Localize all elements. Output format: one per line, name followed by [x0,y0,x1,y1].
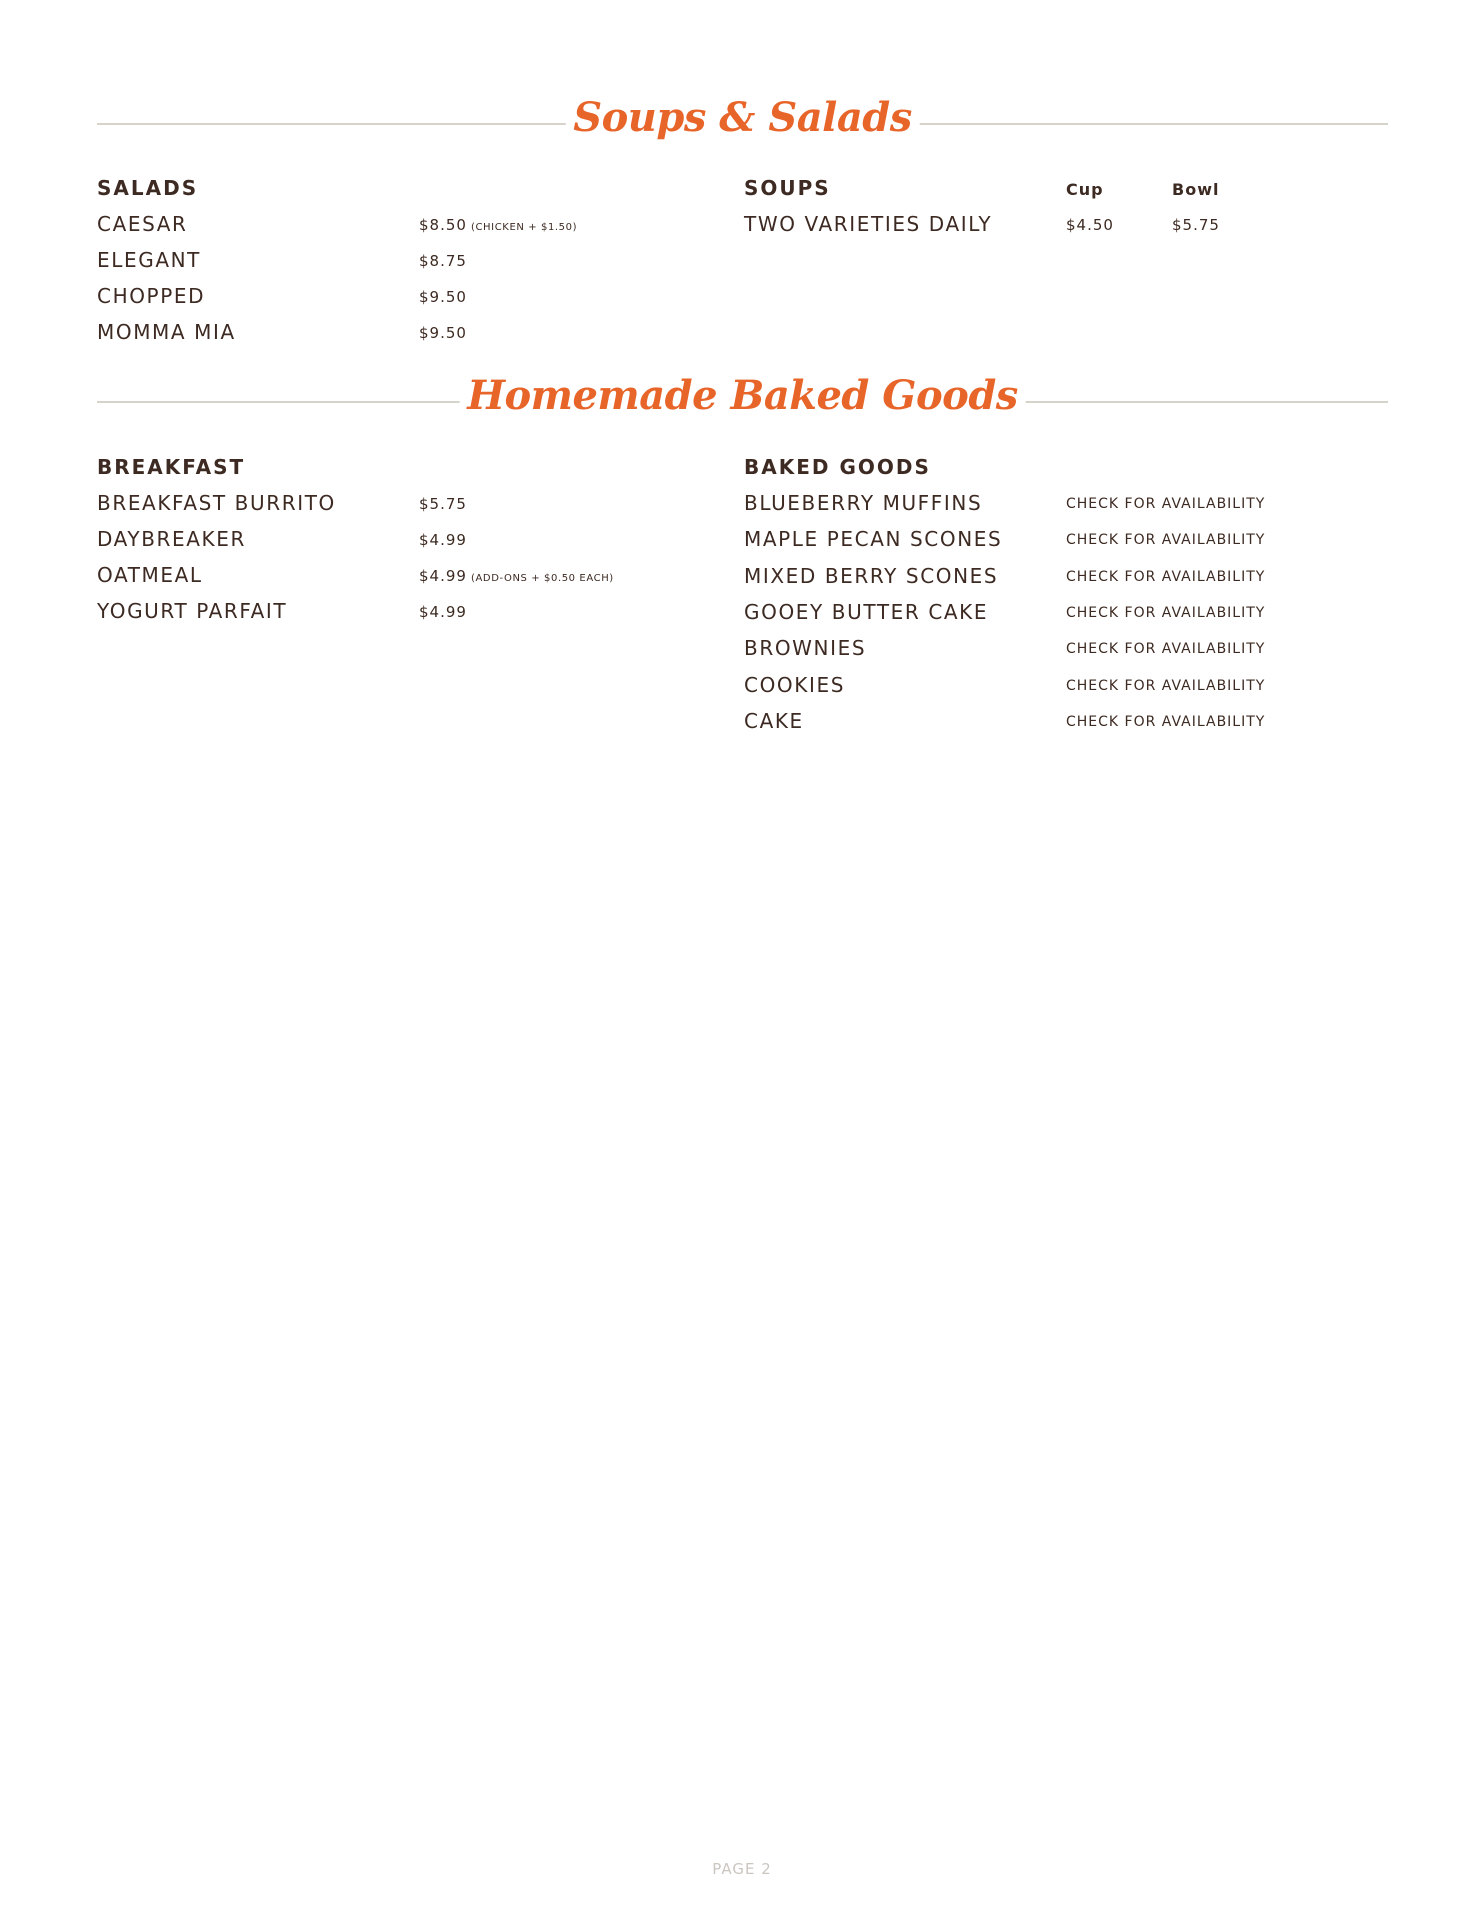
menu-item [744,636,1384,666]
item-name: MOMMA MIA [97,320,236,344]
item-name: COOKIES [744,673,845,697]
item-price [419,216,577,234]
item-name: ELEGANT [97,248,201,272]
item-name: BLUEBERRY MUFFINS [744,491,983,515]
menu-item [97,248,697,278]
item-name: CAESAR [97,212,188,236]
bowl-column-header: Bowl [1172,180,1220,199]
section-title: Soups & Salads [565,92,920,144]
price-note: (CHICKEN + $1.50) [470,222,578,233]
item-name: YOGURT PARFAIT [97,599,288,623]
baked-goods-category [744,455,1384,745]
section-header-soups-salads [97,92,1388,152]
item-name: MAPLE PECAN SCONES [744,527,1003,551]
item-price: $8.75 [419,252,467,270]
item-price: $9.50 [419,324,467,342]
availability-note: CHECK FOR AVAILABILITY [1066,678,1266,694]
page-number: PAGE 2 [712,1860,772,1878]
item-name: CHOPPED [97,284,206,308]
category-title: SALADS [97,176,199,200]
item-name: CAKE [744,709,804,733]
item-price [419,567,614,585]
breakfast-category [97,455,697,625]
item-price: $5.75 [419,495,467,513]
menu-item [744,673,1384,703]
cup-column-header: Cup [1066,180,1104,199]
section-title: Homemade Baked Goods [459,370,1026,422]
menu-item [97,599,697,629]
menu-item [744,212,1344,242]
menu-item [97,491,697,521]
availability-note: CHECK FOR AVAILABILITY [1066,496,1266,512]
availability-note: CHECK FOR AVAILABILITY [1066,605,1266,621]
item-name: MIXED BERRY SCONES [744,564,999,588]
price-value: $8.50 [419,216,467,234]
section-header-baked-goods [97,370,1388,430]
menu-item [744,491,1384,521]
item-name: GOOEY BUTTER CAKE [744,600,989,624]
soups-category [744,176,1344,256]
item-price: $4.99 [419,603,467,621]
category-title: SOUPS [744,176,831,200]
cup-price: $4.50 [1066,216,1114,234]
item-name: BROWNIES [744,636,867,660]
item-name: BREAKFAST BURRITO [97,491,336,515]
category-title: BAKED GOODS [744,455,931,479]
item-name: OATMEAL [97,563,203,587]
availability-note: CHECK FOR AVAILABILITY [1066,714,1266,730]
menu-item [97,284,697,314]
availability-note: CHECK FOR AVAILABILITY [1066,569,1266,585]
availability-note: CHECK FOR AVAILABILITY [1066,532,1266,548]
menu-item [97,563,697,593]
availability-note: CHECK FOR AVAILABILITY [1066,641,1266,657]
salads-category [97,176,697,346]
bowl-price: $5.75 [1172,216,1220,234]
menu-item [97,212,697,242]
item-name: DAYBREAKER [97,527,246,551]
item-price: $9.50 [419,288,467,306]
menu-item [744,564,1384,594]
item-price: $4.99 [419,531,467,549]
category-title: BREAKFAST [97,455,246,479]
price-value: $4.99 [419,567,467,585]
menu-item [744,709,1384,739]
menu-item [744,527,1384,557]
price-note: (ADD-ONS + $0.50 EACH) [470,573,614,584]
menu-item [97,320,697,350]
menu-item [744,600,1384,630]
menu-item [97,527,697,557]
item-name: TWO VARIETIES DAILY [744,212,993,236]
